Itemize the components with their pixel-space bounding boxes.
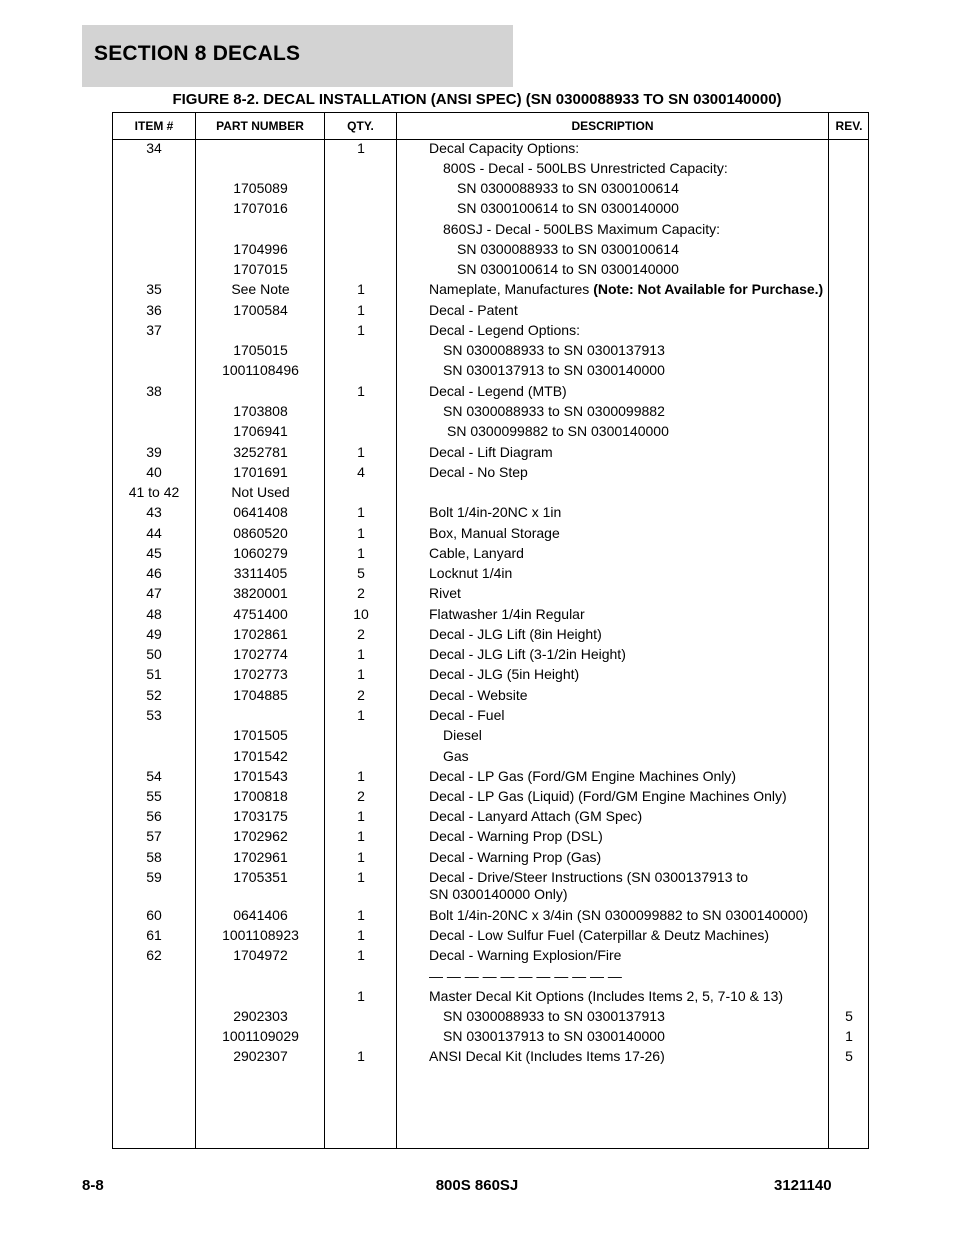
item-cell: 41 to 42 xyxy=(128,484,180,500)
description-text: Decal - Warning Explosion/Fire xyxy=(429,947,622,963)
rev-cell: 1 xyxy=(845,1028,853,1044)
rev-cell: 5 xyxy=(845,1008,853,1024)
description-text: SN 0300088933 to SN 0300099882 xyxy=(443,403,665,419)
description-cell xyxy=(429,988,829,1005)
description-text: Gas xyxy=(443,748,469,764)
description-cell xyxy=(429,687,829,704)
part-number-cell: 1702773 xyxy=(233,666,288,682)
item-cell: 50 xyxy=(146,646,162,662)
part-number-cell: 1703808 xyxy=(233,403,288,419)
description-cell xyxy=(429,585,829,602)
description-cell xyxy=(429,444,829,461)
header-item: ITEM # xyxy=(134,119,174,133)
header-description: DESCRIPTION xyxy=(571,119,654,133)
description-cell xyxy=(429,927,829,944)
part-number-cell: 0641408 xyxy=(233,504,288,520)
description-cell xyxy=(429,322,829,339)
part-number-cell: 1705089 xyxy=(233,180,288,196)
description-text: — — — — — — — — — — — xyxy=(429,968,622,984)
description-text: SN 0300137913 to SN 0300140000 xyxy=(443,362,665,378)
item-cell: 39 xyxy=(146,444,162,460)
part-number-cell: 1702774 xyxy=(233,646,288,662)
item-cell: 60 xyxy=(146,907,162,923)
section-title: SECTION 8 DECALS xyxy=(94,42,301,65)
description-text: ANSI Decal Kit (Includes Items 17-26) xyxy=(429,1048,665,1064)
item-cell: 44 xyxy=(146,525,162,541)
qty-cell: 10 xyxy=(353,606,369,622)
description-cell xyxy=(429,947,829,964)
header-rev: REV. xyxy=(835,119,863,133)
description-cell xyxy=(429,464,829,481)
description-text: SN 0300088933 to SN 0300100614 xyxy=(457,241,679,257)
part-number-cell: 1701691 xyxy=(233,464,288,480)
description-text: SN 0300088933 to SN 0300137913 xyxy=(443,342,665,358)
description-cell xyxy=(429,1028,843,1045)
part-number-cell: 4751400 xyxy=(233,606,288,622)
part-number-cell: 3820001 xyxy=(233,585,288,601)
description-text: Flatwasher 1/4in Regular xyxy=(429,606,585,622)
part-number-cell: 1701542 xyxy=(233,748,288,764)
item-cell: 43 xyxy=(146,504,162,520)
description-text: Decal - Patent xyxy=(429,302,518,318)
item-cell: 59 xyxy=(146,869,162,885)
item-cell: 36 xyxy=(146,302,162,318)
description-text: 800S - Decal - 500LBS Unrestricted Capacity: xyxy=(443,160,728,176)
description-text: SN 0300100614 to SN 0300140000 xyxy=(457,200,679,216)
item-cell: 54 xyxy=(146,768,162,784)
qty-cell: 1 xyxy=(357,907,365,923)
description-text: Decal - Website xyxy=(429,687,528,703)
part-number-cell: 1704972 xyxy=(233,947,288,963)
description-cell xyxy=(429,221,843,238)
parts-table xyxy=(112,112,869,1149)
description-cell xyxy=(429,666,829,683)
qty-cell: 1 xyxy=(357,383,365,399)
description-text: Decal - Lift Diagram xyxy=(429,444,553,460)
description-cell xyxy=(429,200,857,217)
header-qty: QTY. xyxy=(347,119,374,133)
item-cell: 47 xyxy=(146,585,162,601)
description-cell xyxy=(429,768,829,785)
description-cell xyxy=(429,869,829,903)
qty-cell: 2 xyxy=(357,687,365,703)
section-header xyxy=(82,25,513,87)
description-text: Locknut 1/4in xyxy=(429,565,513,581)
description-cell xyxy=(429,383,829,400)
description-continuation: SN 0300140000 Only) xyxy=(429,886,568,902)
part-number-cell: 1701505 xyxy=(233,727,288,743)
description-cell xyxy=(429,281,829,298)
description-text: Cable, Lanyard xyxy=(429,545,524,561)
qty-cell: 1 xyxy=(357,1048,365,1064)
item-cell: 57 xyxy=(146,828,162,844)
description-cell xyxy=(429,545,829,562)
rev-cell: 5 xyxy=(845,1048,853,1064)
part-number-cell: 1701543 xyxy=(233,768,288,784)
header-part-number: PART NUMBER xyxy=(216,119,304,133)
item-cell: 52 xyxy=(146,687,162,703)
description-text: Decal - LP Gas (Liquid) (Ford/GM Engine Machines Only) xyxy=(429,788,787,804)
description-cell xyxy=(429,565,829,582)
description-cell xyxy=(429,342,843,359)
description-text: Decal - Legend Options: xyxy=(429,322,580,338)
description-text: SN 0300088933 to SN 0300100614 xyxy=(457,180,679,196)
description-cell xyxy=(429,403,843,420)
description-text: Decal - JLG (5in Height) xyxy=(429,666,580,682)
description-cell xyxy=(429,1048,829,1065)
qty-cell: 1 xyxy=(357,322,365,338)
part-number-cell: 1706941 xyxy=(233,423,288,439)
description-text: SN 0300099882 to SN 0300140000 xyxy=(447,423,669,439)
description-cell xyxy=(429,707,829,724)
part-number-cell: 1705351 xyxy=(233,869,288,885)
item-cell: 37 xyxy=(146,322,162,338)
item-cell: 40 xyxy=(146,464,162,480)
description-cell xyxy=(429,907,829,924)
part-number-cell: 1707015 xyxy=(233,261,288,277)
description-cell xyxy=(429,788,829,805)
part-number-cell: 0641406 xyxy=(233,907,288,923)
description-cell xyxy=(429,646,829,663)
description-text: SN 0300100614 to SN 0300140000 xyxy=(457,261,679,277)
description-text: Nameplate, Manufactures xyxy=(429,281,594,297)
description-text: Bolt 1/4in-20NC x 3/4in (SN 0300099882 to SN 0300140000) xyxy=(429,907,809,923)
qty-cell: 1 xyxy=(357,545,365,561)
part-number-cell: 1001109029 xyxy=(222,1028,299,1044)
qty-cell: 1 xyxy=(357,768,365,784)
qty-cell: 1 xyxy=(357,947,365,963)
item-cell: 38 xyxy=(146,383,162,399)
qty-cell: 1 xyxy=(357,927,365,943)
part-number-cell: 1703175 xyxy=(233,808,288,824)
part-number-cell: 2902303 xyxy=(233,1008,288,1024)
description-cell xyxy=(429,808,829,825)
qty-cell: 1 xyxy=(357,646,365,662)
description-cell xyxy=(429,626,829,643)
footer-page-number: 8-8 xyxy=(82,1177,104,1194)
qty-cell: 1 xyxy=(357,525,365,541)
part-number-cell: 1704885 xyxy=(233,687,288,703)
footer-document-number: 3121140 xyxy=(774,1177,832,1194)
qty-cell: 1 xyxy=(357,504,365,520)
qty-cell: 1 xyxy=(357,808,365,824)
description-cell xyxy=(429,849,829,866)
description-text: Decal - Fuel xyxy=(429,707,505,723)
description-text: Decal - Warning Prop (Gas) xyxy=(429,849,602,865)
qty-cell: 1 xyxy=(357,281,365,297)
part-number-cell: 1702961 xyxy=(233,849,288,865)
description-cell xyxy=(429,1008,843,1025)
part-number-cell: 1060279 xyxy=(233,545,288,561)
part-number-cell: 0860520 xyxy=(233,525,288,541)
part-number-cell: 1707016 xyxy=(233,200,288,216)
item-cell: 49 xyxy=(146,626,162,642)
description-text: Master Decal Kit Options (Includes Items 2, 5, 7-10 & 13) xyxy=(429,988,784,1004)
description-text: Decal - Lanyard Attach (GM Spec) xyxy=(429,808,643,824)
description-cell xyxy=(429,968,829,985)
description-text: Decal - JLG Lift (3-1/2in Height) xyxy=(429,646,626,662)
qty-cell: 1 xyxy=(357,988,365,1004)
item-cell: 34 xyxy=(146,140,162,156)
part-number-cell: 1001108496 xyxy=(222,362,299,378)
qty-cell: 1 xyxy=(357,666,365,682)
qty-cell: 1 xyxy=(357,869,365,885)
item-cell: 51 xyxy=(146,666,162,682)
description-cell xyxy=(429,525,829,542)
description-text: Decal - Legend (MTB) xyxy=(429,383,567,399)
qty-cell: 2 xyxy=(357,626,365,642)
description-text: 860SJ - Decal - 500LBS Maximum Capacity: xyxy=(443,221,720,237)
part-number-cell: 1700818 xyxy=(233,788,288,804)
description-text: Rivet xyxy=(429,585,461,601)
description-text: Decal - LP Gas (Ford/GM Engine Machines Only) xyxy=(429,768,737,784)
qty-cell: 1 xyxy=(357,302,365,318)
description-text: SN 0300137913 to SN 0300140000 xyxy=(443,1028,665,1044)
item-cell: 53 xyxy=(146,707,162,723)
item-cell: 58 xyxy=(146,849,162,865)
description-cell xyxy=(429,727,843,744)
description-text: Decal Capacity Options: xyxy=(429,140,580,156)
description-cell xyxy=(429,828,829,845)
description-cell xyxy=(429,606,829,623)
item-cell: 55 xyxy=(146,788,162,804)
description-text: Decal - Low Sulfur Fuel (Caterpillar & Deutz Machines) xyxy=(429,927,770,943)
description-cell xyxy=(429,748,843,765)
qty-cell: 1 xyxy=(357,849,365,865)
part-number-cell: 3311405 xyxy=(233,565,288,581)
part-number-cell: See Note xyxy=(231,281,290,297)
description-cell xyxy=(429,180,857,197)
qty-cell: 1 xyxy=(357,140,365,156)
part-number-cell: 3252781 xyxy=(233,444,288,460)
qty-cell: 2 xyxy=(357,585,365,601)
description-text: Diesel xyxy=(443,727,482,743)
part-number-cell: 2902307 xyxy=(233,1048,288,1064)
qty-cell: 2 xyxy=(357,788,365,804)
item-cell: 46 xyxy=(146,565,162,581)
description-cell xyxy=(429,302,829,319)
item-cell: 61 xyxy=(146,927,162,943)
description-text: SN 0300088933 to SN 0300137913 xyxy=(443,1008,665,1024)
description-cell xyxy=(429,140,829,157)
figure-title: FIGURE 8-2. DECAL INSTALLATION (ANSI SPEC) (SN 0300088933 TO SN 0300140000) xyxy=(172,91,782,108)
description-text: Decal - Drive/Steer Instructions (SN 0300137913 to xyxy=(429,869,749,885)
description-text: Decal - No Step xyxy=(429,464,528,480)
part-number-cell: Not Used xyxy=(231,484,290,500)
item-cell: 62 xyxy=(146,947,162,963)
description-cell xyxy=(429,241,857,258)
part-number-cell: 1705015 xyxy=(233,342,288,358)
part-number-cell: 1704996 xyxy=(233,241,288,257)
part-number-cell: 1700584 xyxy=(233,302,288,318)
part-number-cell: 1001108923 xyxy=(222,927,299,943)
description-cell xyxy=(429,423,847,440)
description-text: Box, Manual Storage xyxy=(429,525,560,541)
description-text: Decal - Warning Prop (DSL) xyxy=(429,828,603,844)
part-number-cell: 1702962 xyxy=(233,828,288,844)
qty-cell: 1 xyxy=(357,828,365,844)
qty-cell: 4 xyxy=(357,464,365,480)
part-number-cell: 1702861 xyxy=(233,626,288,642)
description-note: (Note: Not Available for Purchase.) xyxy=(593,281,824,297)
item-cell: 56 xyxy=(146,808,162,824)
description-text: Decal - JLG Lift (8in Height) xyxy=(429,626,602,642)
qty-cell: 1 xyxy=(357,444,365,460)
description-text: Bolt 1/4in-20NC x 1in xyxy=(429,504,562,520)
item-cell: 45 xyxy=(146,545,162,561)
qty-cell: 5 xyxy=(357,565,365,581)
description-cell xyxy=(429,160,843,177)
description-cell xyxy=(429,504,829,521)
description-cell xyxy=(429,261,857,278)
qty-cell: 1 xyxy=(357,707,365,723)
item-cell: 48 xyxy=(146,606,162,622)
description-cell xyxy=(429,362,843,379)
item-cell: 35 xyxy=(146,281,162,297)
footer-model: 800S 860SJ xyxy=(435,1177,519,1194)
